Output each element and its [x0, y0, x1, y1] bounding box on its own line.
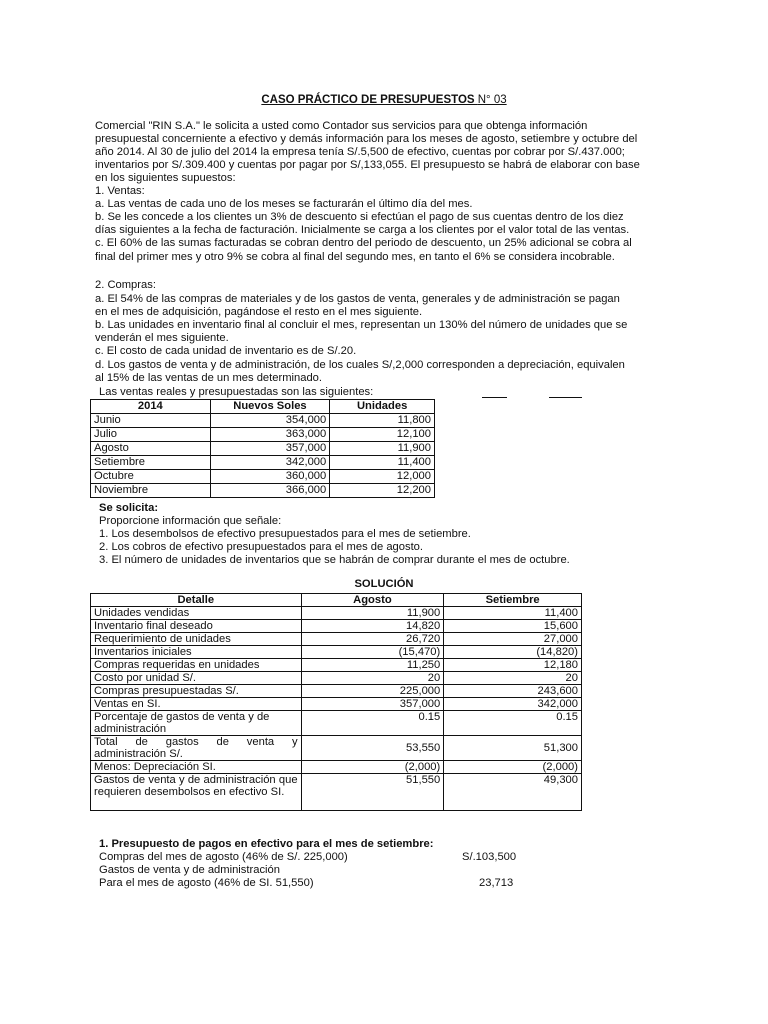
- column-header: Unidades: [330, 400, 435, 414]
- agosto-cell: (2,000): [301, 761, 444, 774]
- soles-cell: 363,000: [210, 428, 330, 442]
- table-row: [91, 484, 435, 498]
- table-row: [91, 428, 435, 442]
- setiembre-cell: (14,820): [444, 646, 582, 659]
- agosto-cell: 357,000: [301, 698, 444, 711]
- setiembre-cell: 342,000: [444, 698, 582, 711]
- pagos-line-value: S/.103,500: [462, 851, 517, 863]
- detail-cell: Menos: Depreciación SI.: [91, 761, 302, 774]
- compras-line: d. Los gastos de venta y de administración, de los cuales S/,2,000 corresponden a depreciación, equivalen: [95, 359, 625, 371]
- setiembre-cell: (2,000): [444, 761, 582, 774]
- table-row: [91, 736, 582, 761]
- table-row: [91, 633, 582, 646]
- detail-cell: Inventario final deseado: [91, 620, 302, 633]
- soles-cell: 366,000: [210, 484, 330, 498]
- units-cell: 11,800: [330, 414, 435, 428]
- detail-cell: Total de gastos de venta y administración S/.: [91, 736, 302, 761]
- agosto-cell: 11,250: [301, 659, 444, 672]
- column-header: Nuevos Soles: [210, 400, 330, 414]
- agosto-cell: 0.15: [301, 711, 444, 736]
- solicita-line: 2. Los cobros de efectivo presupuestados para el mes de agosto.: [99, 541, 424, 553]
- table-row: [91, 761, 582, 774]
- setiembre-cell: 0.15: [444, 711, 582, 736]
- intro-line: año 2014. Al 30 de julio del 2014 la empresa tenía S/.5,500 de efectivo, cuentas por cobrar por S/.437.000;: [95, 146, 625, 158]
- solicita-line: Proporcione información que señale:: [99, 515, 282, 527]
- table-row: [91, 442, 435, 456]
- table-row: [91, 672, 582, 685]
- setiembre-cell: 51,300: [444, 736, 582, 761]
- column-header: Detalle: [91, 594, 302, 607]
- compras-line: venderán el mes siguiente.: [95, 332, 229, 344]
- setiembre-cell: 11,400: [444, 607, 582, 620]
- intro-line: b. Se les concede a los clientes un 3% de descuento si efectúan el pago de sus cuentas dentro de los diez: [95, 211, 624, 223]
- ventas-table: [90, 399, 435, 498]
- detail-cell: Compras presupuestadas S/.: [91, 685, 302, 698]
- document-title: CASO PRÁCTICO DE PRESUPUESTOS N° 03: [261, 94, 507, 106]
- column-header: Setiembre: [444, 594, 582, 607]
- compras-line: 2. Compras:: [95, 279, 156, 291]
- table-row: [91, 456, 435, 470]
- compras-line: a. El 54% de las compras de materiales y de los gastos de venta, generales y de administración se pagan: [95, 293, 620, 305]
- table-row: [91, 470, 435, 484]
- pagos-line-label: Para el mes de agosto (46% de SI. 51,550): [99, 877, 314, 889]
- table-row: [91, 646, 582, 659]
- units-cell: 12,000: [330, 470, 435, 484]
- agosto-cell: 225,000: [301, 685, 444, 698]
- pagos-line-label: Gastos de venta y de administración: [99, 864, 280, 876]
- intro-line: presupuestal concerniente a efectivo y demás información para los meses de agosto, setiembre y octubre del: [95, 133, 638, 145]
- table-row: [91, 698, 582, 711]
- detail-cell: Compras requeridas en unidades: [91, 659, 302, 672]
- table-row: [91, 711, 582, 736]
- table-row: [91, 607, 582, 620]
- agosto-cell: 14,820: [301, 620, 444, 633]
- month-cell: Octubre: [91, 470, 211, 484]
- soles-cell: 354,000: [210, 414, 330, 428]
- column-header: Agosto: [301, 594, 444, 607]
- solicita-line: 1. Los desembolsos de efectivo presupuestados para el mes de setiembre.: [99, 528, 471, 540]
- detail-cell: Costo por unidad S/.: [91, 672, 302, 685]
- intro-line: a. Las ventas de cada uno de los meses se facturarán el último día del mes.: [95, 198, 473, 210]
- compras-line: Las ventas reales y presupuestadas son las siguientes:: [99, 386, 374, 398]
- table-row: [91, 685, 582, 698]
- detail-cell: Porcentaje de gastos de venta y de administración: [91, 711, 302, 736]
- column-header: 2014: [91, 400, 211, 414]
- month-cell: Julio: [91, 428, 211, 442]
- setiembre-cell: 12,180: [444, 659, 582, 672]
- units-cell: 11,900: [330, 442, 435, 456]
- compras-line: b. Las unidades en inventario final al concluir el mes, representan un 130% del número de unidades que se: [95, 319, 628, 331]
- units-cell: 12,200: [330, 484, 435, 498]
- detail-cell: Requerimiento de unidades: [91, 633, 302, 646]
- solicita-line: 3. El número de unidades de inventarios que se habrán de comprar durante el mes de octubre.: [99, 554, 570, 566]
- agosto-cell: 53,550: [301, 736, 444, 761]
- setiembre-cell: 49,300: [444, 774, 582, 811]
- units-cell: 12,100: [330, 428, 435, 442]
- setiembre-cell: 20: [444, 672, 582, 685]
- setiembre-cell: 243,600: [444, 685, 582, 698]
- soles-cell: 357,000: [210, 442, 330, 456]
- detail-cell: Inventarios iniciales: [91, 646, 302, 659]
- table-row: [91, 659, 582, 672]
- table-row: [91, 414, 435, 428]
- agosto-cell: 11,900: [301, 607, 444, 620]
- detail-cell: Unidades vendidas: [91, 607, 302, 620]
- table-header-row: [91, 594, 582, 607]
- blank-line: [482, 397, 507, 398]
- pagos-line-value: 23,713: [479, 877, 514, 889]
- agosto-cell: 26,720: [301, 633, 444, 646]
- solicita-heading: Se solicita:: [99, 502, 159, 514]
- units-cell: 11,400: [330, 456, 435, 470]
- agosto-cell: 51,550: [301, 774, 444, 811]
- soles-cell: 360,000: [210, 470, 330, 484]
- intro-line: inventarios por S/.309.400 y cuentas por pagar por S/,133,055. El presupuesto se habrá de elaborar con base: [95, 159, 640, 171]
- intro-line: 1. Ventas:: [95, 185, 145, 197]
- blank-line: [549, 397, 582, 398]
- soles-cell: 342,000: [210, 456, 330, 470]
- setiembre-cell: 27,000: [444, 633, 582, 646]
- agosto-cell: 20: [301, 672, 444, 685]
- intro-line: en los siguientes supuestos:: [95, 172, 236, 184]
- compras-line: c. El costo de cada unidad de inventario es de S/.20.: [95, 345, 357, 357]
- table-row: [91, 620, 582, 633]
- intro-line: días siguientes a la fecha de facturación. Inicialmente se carga a los clientes por el valor total de las ventas.: [95, 224, 630, 236]
- intro-line: final del primer mes y otro 9% se cobra al final del segundo mes, en tanto el 6% se considera incobrable.: [95, 251, 615, 263]
- intro-line: Comercial "RIN S.A." le solicita a usted como Contador sus servicios para que obtenga información: [95, 120, 588, 132]
- compras-line: en el mes de adquisición, pagándose el resto en el mes siguiente.: [95, 306, 423, 318]
- detail-cell: Ventas en SI.: [91, 698, 302, 711]
- setiembre-cell: 15,600: [444, 620, 582, 633]
- pagos-heading: 1. Presupuesto de pagos en efectivo para el mes de setiembre:: [99, 838, 434, 850]
- intro-line: c. El 60% de las sumas facturadas se cobran dentro del periodo de descuento, un 25% adicional se cobra al: [95, 237, 632, 249]
- agosto-cell: (15,470): [301, 646, 444, 659]
- month-cell: Junio: [91, 414, 211, 428]
- table-row: [91, 774, 582, 811]
- pagos-line-label: Compras del mes de agosto (46% de S/. 225,000): [99, 851, 348, 863]
- solucion-table: [90, 593, 582, 811]
- month-cell: Noviembre: [91, 484, 211, 498]
- table-header-row: [91, 400, 435, 414]
- compras-line: al 15% de las ventas de un mes determinado.: [95, 372, 322, 384]
- month-cell: Setiembre: [91, 456, 211, 470]
- detail-cell: Gastos de venta y de administración que requieren desembolsos en efectivo SI.: [91, 774, 302, 811]
- month-cell: Agosto: [91, 442, 211, 456]
- solucion-heading: SOLUCIÓN: [354, 578, 414, 590]
